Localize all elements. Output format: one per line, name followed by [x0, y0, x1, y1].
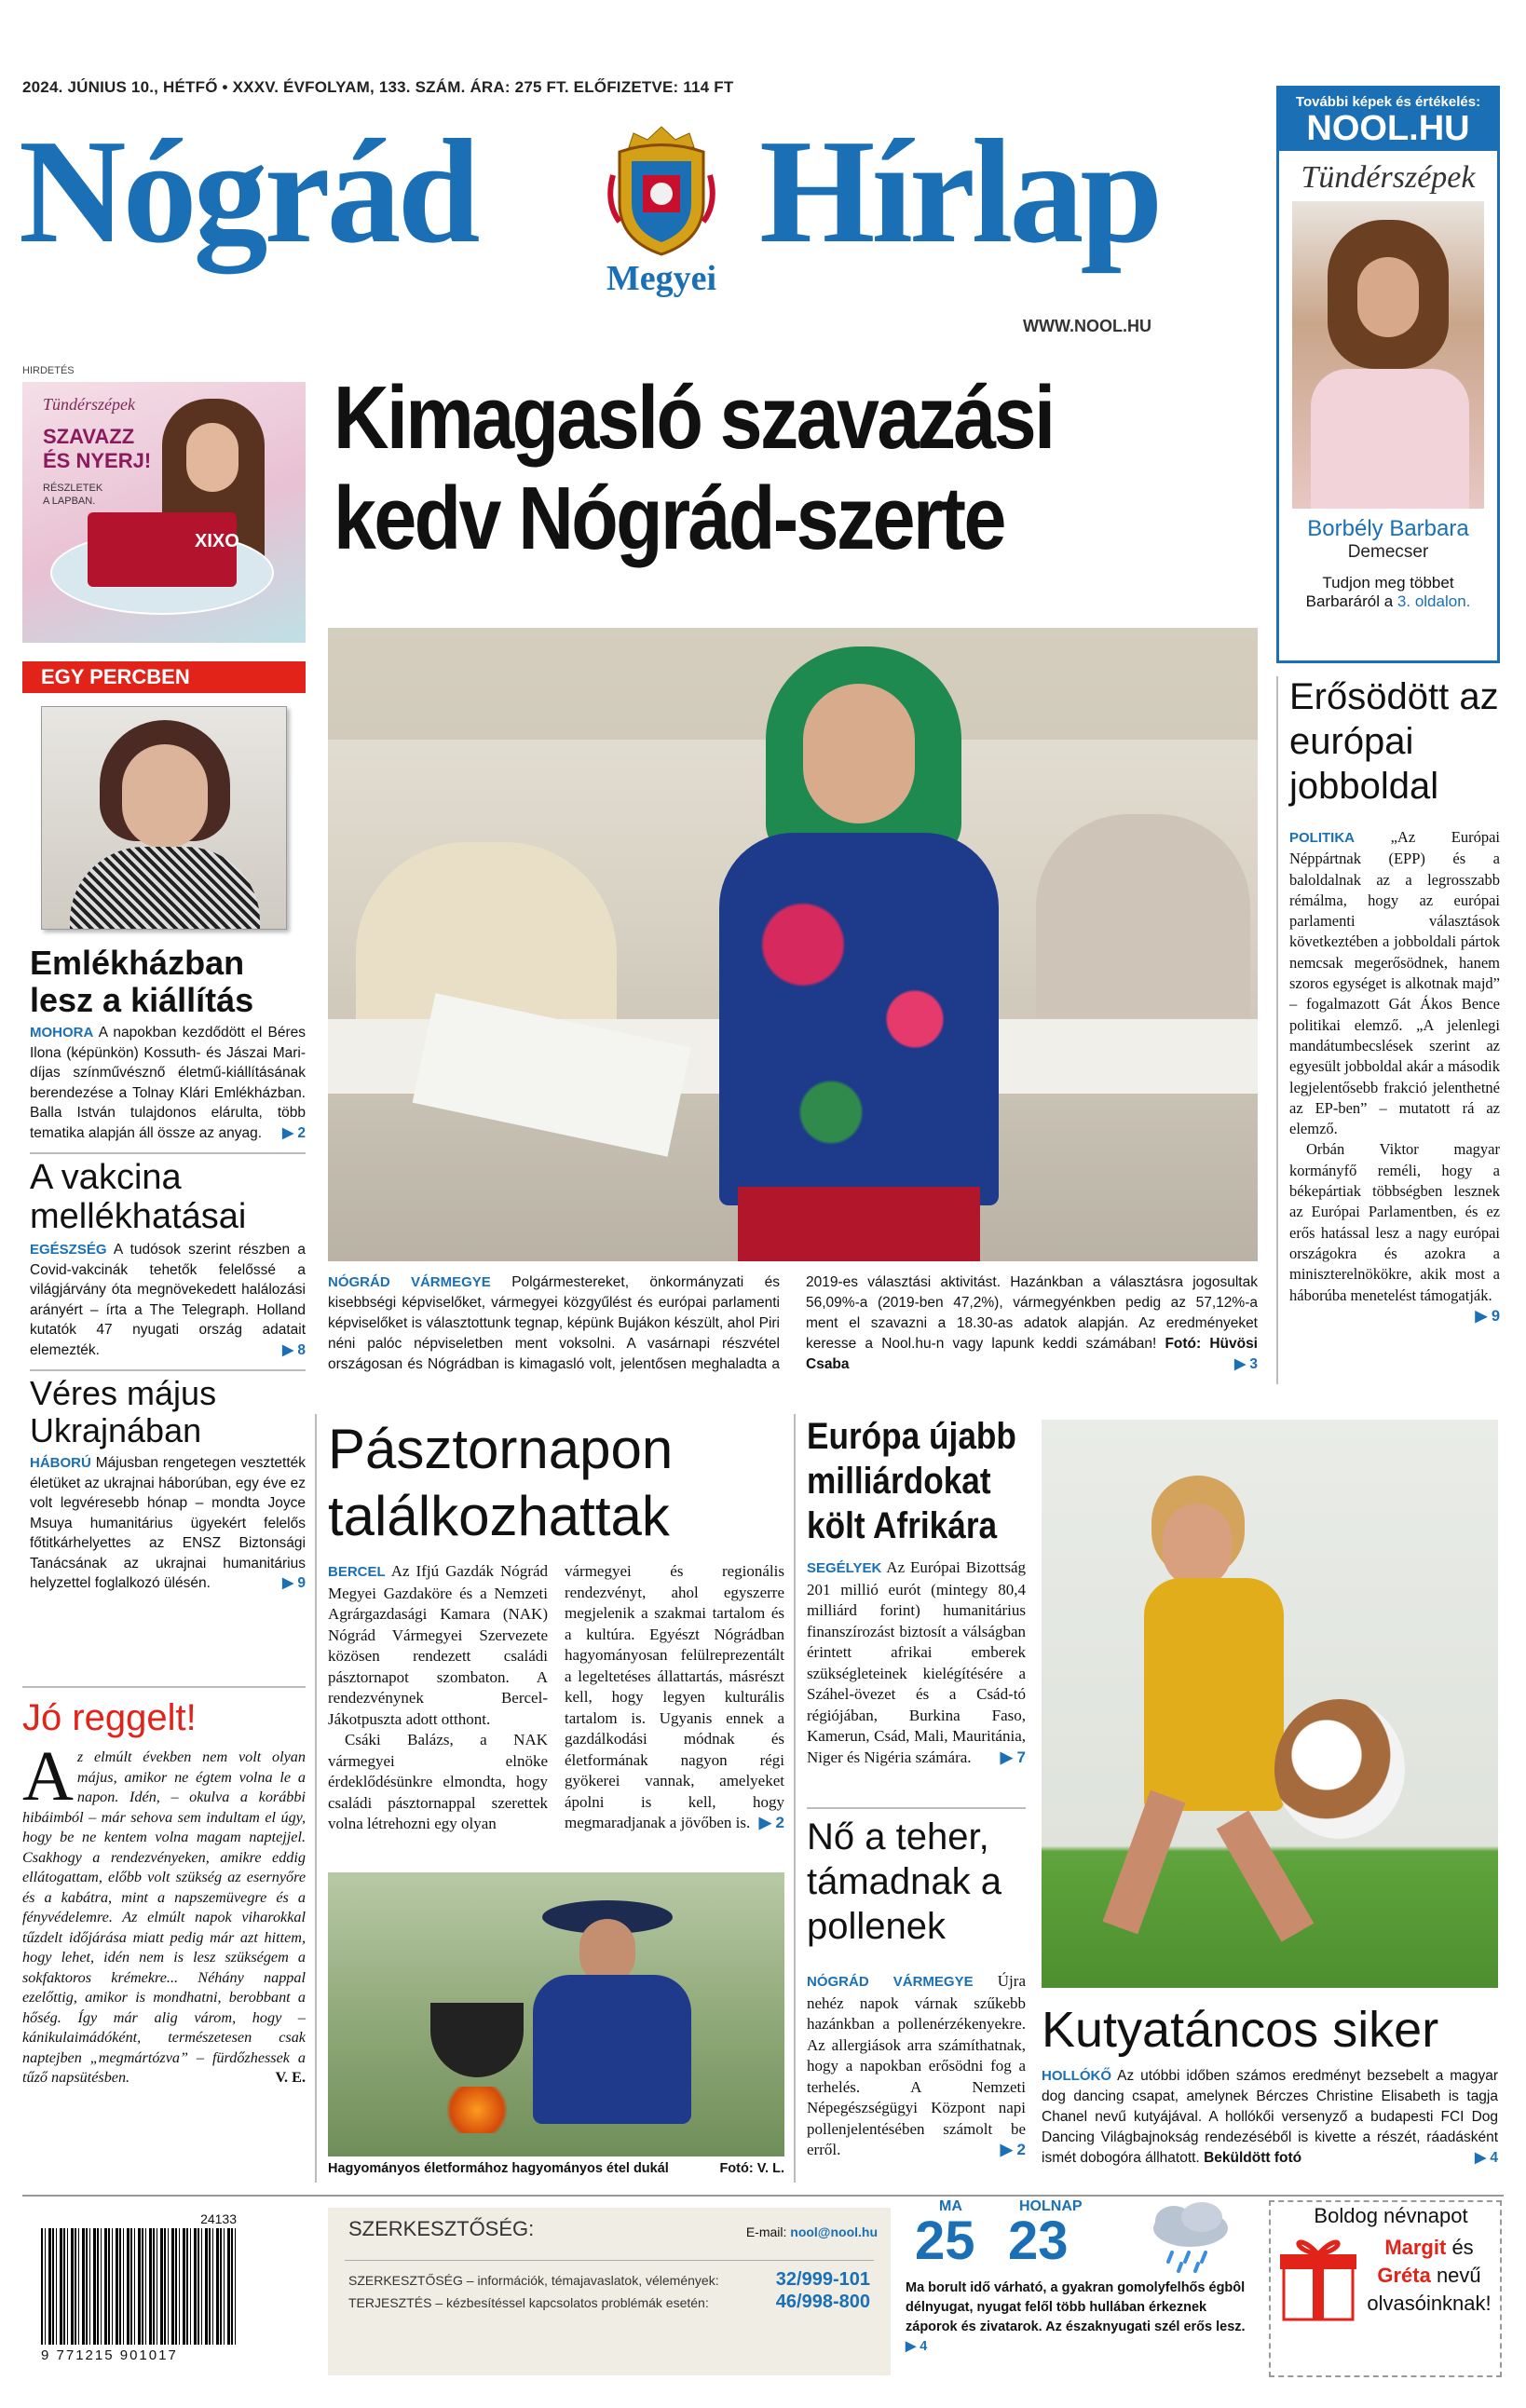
egy-percben-list	[30, 945, 306, 1594]
nameday-line1: Boldog névnapot	[1314, 2204, 1468, 2227]
weather-box	[906, 2198, 1258, 2385]
afrika-kicker: SEGÉLYEK	[807, 1560, 882, 1576]
rain-cloud-icon	[1144, 2200, 1237, 2275]
list-item[interactable]	[30, 1375, 306, 1594]
pasztornap-page-ref[interactable]: ▶ 2	[758, 1814, 784, 1831]
afrika-headline[interactable]: Európa újabb milliárdokat költ Afrikára	[807, 1416, 1016, 1546]
promo-header	[1279, 88, 1497, 151]
promo-person-town: Demecser	[1347, 542, 1429, 562]
lead-page-ref[interactable]: ▶ 3	[1234, 1356, 1258, 1372]
jo-reggelt-signature: V. E.	[275, 2069, 306, 2086]
jo-reggelt-title: Jó reggelt!	[22, 1697, 197, 1738]
kutya-body	[1042, 2066, 1498, 2169]
lead-page-num: 3	[1249, 1356, 1258, 1372]
promo-person-name: Borbély Barbara	[1307, 516, 1469, 541]
jo-reggelt-text: z elmúlt években nem volt olyan május, amikor ne égtem volna le a napon. Idén, – okulva a korábbi hibáimból – már sehova sem indultam el úgy, hogy be ne kentem volna magam naptejjel. Csakhogy a rendezvényeken, amikre eddig ellátogattam, előbb volt szükség az esernyőre és a kabátra, mint a napszemüvegre és a fényvédelemre. Az elmúlt napok viharokkal tűzdelt időjárása miatt pedig már azt hittem, hogy lehet, idén nem is lesz szükségem a sokfaktoros krémekre... Néhány nappal ezelőttig, amikor is mondhatni, berobbant a hőség. Így már alig várom, hogy – kánikulaimádóként, természetesen csak naptejben „megmártózva” – fürdőzhessek a tűző napsütésben.	[22, 1748, 306, 2086]
brief-headline: Véres május Ukrajnában	[30, 1374, 217, 1449]
lead-text	[328, 1272, 1258, 1375]
ad-line1: SZAVAZZ	[43, 425, 135, 448]
weather-tomorrow: 23	[1008, 2211, 1069, 2271]
editorial-row2-label: TERJESZTÉS – kézbesítéssel kapcsolatos problémák esetén:	[348, 2295, 709, 2310]
pasztornap-kicker: BERCEL	[328, 1564, 386, 1580]
editorial-row2-phone: 46/998-800	[775, 2292, 870, 2312]
pollen-body	[807, 1971, 1026, 2161]
pollen-headline[interactable]: Nő a teher, támadnak a pollenek	[807, 1816, 1002, 1947]
lead-photo	[328, 628, 1258, 1261]
editorial-email-row	[746, 2224, 878, 2239]
editorial-title: SZERKESZTŐSÉG:	[348, 2217, 535, 2240]
crest-label: Megyei	[606, 259, 717, 298]
weather-page-num: 4	[920, 2339, 928, 2354]
jo-reggelt-body	[22, 1737, 306, 2088]
afrika-page-ref[interactable]: ▶ 7	[1000, 1748, 1026, 1766]
weather-page-ref[interactable]: ▶ 4	[906, 2339, 928, 2354]
europe-text2: Orbán Viktor magyar kormányfő reméli, hogy a békepártiak többségben lesznek az Európai Parlamentben, és ez erős hatással lesz a nagy európai országokra és azokra a miniszterelnökökre, akik most a háborúba menetelést támogatják.	[1289, 1140, 1500, 1304]
ad-label: HIRDETÉS	[22, 365, 75, 376]
lead-photo-credit: Fotó: Hüvösi Csaba	[806, 1336, 1258, 1372]
europe-page-ref[interactable]: ▶ 9	[1475, 1307, 1500, 1325]
europe-page-num: 9	[1491, 1307, 1500, 1325]
europe-body	[1289, 827, 1500, 1326]
barcode	[41, 2211, 237, 2370]
lead-headline-line1: Kimagasló szavazási	[334, 368, 1054, 468]
brief-page-ref[interactable]: ▶ 9	[282, 1575, 306, 1591]
kutya-text: Az utóbbi időben számos eredményt bezsebelt a magyar dog dancing csapat, amelynek Bérczes Christine Elisabeth is tagja Chanel nevű kutyájával. A hollókői versenyző a budapesti FCI Dog Dancing Világbajnokság rendezéséből is kivette a részét, ráadásként ismét dobogóra állhatott.	[1042, 2068, 1498, 2166]
promo-box[interactable]	[1276, 86, 1500, 663]
site-url[interactable]: WWW.NOOL.HU	[1023, 317, 1151, 335]
brief-kicker: HÁBORÚ	[30, 1455, 91, 1471]
kutya-kicker: HOLLÓKŐ	[1042, 2068, 1111, 2084]
editorial-row1-label: SZERKESZTŐSÉG – információk, témajavaslatok, vélemények:	[348, 2273, 719, 2288]
pasztornap-text1b: Csáki Balázs, a NAK vármegyei elnöke érdeklődésünkre elmondta, hogy családi pásztornappal szerettek volna létrehozni egy olyan	[328, 1731, 548, 1832]
brief-headline: A vakcina mellékhatásai	[30, 1158, 247, 1236]
afrika-page-num: 7	[1016, 1748, 1026, 1766]
nameday-and: és	[1451, 2236, 1474, 2259]
lead-headline-line2: kedv Nógrád-szerte	[334, 469, 1004, 568]
ad-brand: Tündérszépek	[43, 395, 135, 414]
pasztornap-headline-line1: Pásztornapon	[328, 1418, 674, 1480]
pasztornap-text2: vármegyei és regionális rendezvényt, ahol egyszerre megjelenik a szakmai tartalom és a kultúra. Egyészt Nógrádban hagyományosan felülreprezentált a legeltetéses állattartás, másrészt kell, hogy legyen kulturális tartalom is. Ugyanis ennek a gazdálkodási módnak és életformának nagyon régi gyökerei vannak, amelyeket ápolni is kell, hogy megmaradjanak a jövőben is.	[565, 1562, 784, 1831]
europe-text: „Az Európai Néppártnak (EPP) és a baloldalnak az a legrosszabb rémálma, hogy az európai parlamenti választások következtében a jobboldali pártok nemcsak megerősödnek, hanem szoros egységet is alkotnak majd” – fogalmazott Gát Ákos Bence politikai elemző. „A jelenlegi mandátumbecslések szerint az egyesült jobboldal akár a második legjelentősebb frakció jelenthetné az EP-ben” – mutatott rá az elemző.	[1289, 828, 1501, 1138]
dateline: 2024. JÚNIUS 10., HÉTFŐ • XXXV. ÉVFOLYAM, 133. SZÁM. ÁRA: 275 FT. ELŐFIZETVE: 114 FT	[22, 78, 734, 96]
editorial-row1-phone: 32/999-101	[775, 2269, 870, 2290]
kutya-photo	[1042, 1420, 1498, 1988]
nameday-box	[1269, 2200, 1502, 2377]
weather-today-label: MA	[939, 2198, 962, 2214]
lead-body: Polgármestereket, önkormányzati és kisebbségi képviselőket, vármegyei közgyűlést és európai parlamenti képviselőket is választottunk tegnap, képünk Bujákon készült, ahol Piri néni palóc népviseletben ment voksolni. A vasárnapi részvétel országosan és Nógrádban is kimagasló volt, jelentősen meghaladta a 2019-es választási aktivitást. Hazánkban a választásra jogosultak 56,09%-a (2019-ben 47,2%), vármegyénkben pedig az 57,12%-a ment el szavazni a 18.30-as adatok alapján. Az eredményeket keresse a Nool.hu-n vagy lapunk keddi számában!	[328, 1274, 1258, 1372]
nameday-name1: Margit	[1384, 2236, 1447, 2259]
ad-product: XIXO	[195, 531, 239, 551]
editorial-email[interactable]: nool@nool.hu	[790, 2224, 878, 2239]
list-item[interactable]	[30, 945, 306, 1143]
brief-page-num: 9	[297, 1575, 306, 1591]
lead-kicker: NÓGRÁD VÁRMEGYE	[328, 1274, 491, 1290]
brief-kicker: MOHORA	[30, 1025, 94, 1041]
europe-headline[interactable]: Erősödött az európai jobboldal	[1289, 676, 1499, 807]
ad-line3: RÉSZLETEK	[43, 483, 103, 494]
afrika-text: Az Európai Bizottság 201 millió eurót (mintegy 80,4 milliárd forint) humanitárius finanszírozást biztosít a válságban érintett afrikai emberek szükségleteinek kielégítésére a Száhel-övezet és a Csád-tó régiójában, Burkina Faso, Kamerun, Csád, Mali, Mauritánia, Niger és Nigéria számára.	[807, 1558, 1026, 1766]
nameday-line2: nevű	[1436, 2264, 1481, 2287]
pollen-kicker: NÓGRÁD VÁRMEGYE	[807, 1974, 974, 1990]
pasztornap-col2	[565, 1561, 784, 1834]
pasztornap-caption	[328, 2161, 784, 2176]
weather-tomorrow-label: HOLNAP	[1019, 2198, 1083, 2214]
kutya-headline[interactable]: Kutyatáncos siker	[1042, 2002, 1439, 2058]
weather-today: 25	[915, 2211, 975, 2271]
pasztornap-text1: Az Ifjú Gazdák Nógrád Megyei Gazdaköre és a Nemzeti Agrárgazdasági Kamara (NAK) Nógrád Vármegyei Szervezete közösen rendezett családi pásztornapot szombaton. A rendezvénynek Bercel-Jákotpuszta adott otthont.	[328, 1562, 548, 1728]
county-crest	[606, 119, 717, 296]
masthead-title-right: Hírlap	[759, 108, 1160, 274]
barcode-issue: 24133	[200, 2211, 237, 2226]
nameday-line3: olvasóinknak!	[1367, 2292, 1492, 2315]
kutya-credit: Beküldött fotó	[1204, 2150, 1302, 2166]
lead-headline[interactable]	[334, 368, 1053, 569]
brief-text: A napokban kezdődött el Béres Ilona (képünkön) Kossuth- és Jászai Mari-díjas színművésznő életmű-kiállításának berendezése a Tolnay Klári Emlékházban. Balla István tulajdonos elárulta, több tematika alapján áll össze az anyag.	[30, 1025, 307, 1141]
editorial-email-label: E-mail:	[745, 2224, 787, 2239]
pasztornap-page-num: 2	[775, 1814, 784, 1831]
kutya-page-num: 4	[1490, 2150, 1498, 2166]
pasztornap-headline-line2: találkozhattak	[328, 1485, 670, 1547]
pasztornap-caption-text: Hagyományos életformához hagyományos étel dukál	[328, 2161, 669, 2176]
promo-note-link[interactable]: 3. oldalon.	[1397, 592, 1471, 610]
egy-percben-label: EGY PERCBEN	[22, 661, 306, 693]
europe-kicker: POLITIKA	[1289, 830, 1355, 846]
pasztornap-photo	[328, 1872, 784, 2156]
pollen-page-ref[interactable]: ▶ 2	[1000, 2141, 1026, 2158]
brief-page-num: 8	[297, 1341, 306, 1358]
weather-text	[906, 2279, 1258, 2357]
gift-icon	[1278, 2230, 1358, 2323]
brief-headline: Emlékházban lesz a kiállítás	[30, 944, 254, 1019]
promo-header-text: További képek és értékelés:	[1295, 94, 1481, 110]
pollen-text: Újra nehéz napok várnak szűkebb hazánkban a pollenérzékenyekre. Az allergiások arra számíthatnak, hogy a napokban erősödni fog a terhelés. A Nemzeti Népegészségügyi Központ napi pollenjelentésében számolt be erről.	[807, 1972, 1026, 2158]
brief-text: Májusban rengetegen vesztették életüket az ukrajnai háborúban, egy éve ez volt legvéresebb hónap – mondta Joyce Msuya humanitárius ügyekért felelős főtitkárhelyettes az ENSZ Biztonsági Tanácsának az ukrajnai humanitárius helyzettel foglalkozó ülésén.	[30, 1455, 307, 1591]
list-item[interactable]	[30, 1158, 306, 1360]
ad-line4: A LAPBAN.	[43, 496, 96, 507]
brief-text: A tudósok szerint részben a Covid-vakcinák tehetők felelőssé a világjárvány óta megnövekedett halálozási arányért – írta a The Telegraph. Holland kutatók 47 nyugati ország adatait elemezték.	[30, 1242, 306, 1358]
kutya-page-ref[interactable]: ▶ 4	[1475, 2150, 1498, 2166]
afrika-body	[807, 1558, 1026, 1768]
crest-icon	[606, 119, 717, 259]
brief-page-ref[interactable]: ▶ 2	[282, 1124, 306, 1141]
weather-desc: Ma borult idő várható, a gyakran gomolyfelhős égbôl délnyugat, nyugat felől több hullában érkeznek záporok és zivatarok. Az északnyugati szél erős lesz.	[906, 2280, 1246, 2334]
promo-photo	[1292, 201, 1484, 509]
egy-percben-photo	[41, 706, 287, 930]
ad-line2: ÉS NYERJ!	[43, 449, 152, 472]
pollen-page-num: 2	[1016, 2141, 1026, 2158]
promo-brand: Tündérszépek	[1301, 160, 1476, 195]
nameday-name2: Gréta	[1377, 2264, 1431, 2287]
ad-banner[interactable]	[22, 382, 306, 643]
pasztornap-caption-credit: Fotó: V. L.	[719, 2161, 784, 2176]
barcode-digits: 9 771215 901017	[41, 2347, 178, 2363]
promo-note-text: Tudjon meg többet Barbaráról a	[1305, 574, 1454, 610]
editorial-box	[328, 2208, 891, 2375]
masthead-title-left: Nógrád	[19, 108, 477, 274]
promo-site[interactable]: NOOL.HU	[1306, 109, 1470, 148]
pasztornap-headline[interactable]	[328, 1416, 673, 1550]
promo-note	[1279, 574, 1497, 611]
brief-page-num: 2	[297, 1124, 306, 1141]
brief-kicker: EGÉSZSÉG	[30, 1242, 107, 1258]
pasztornap-col1	[328, 1561, 548, 1835]
dropcap: A	[22, 1737, 74, 1816]
brief-page-ref[interactable]: ▶ 8	[282, 1341, 306, 1358]
